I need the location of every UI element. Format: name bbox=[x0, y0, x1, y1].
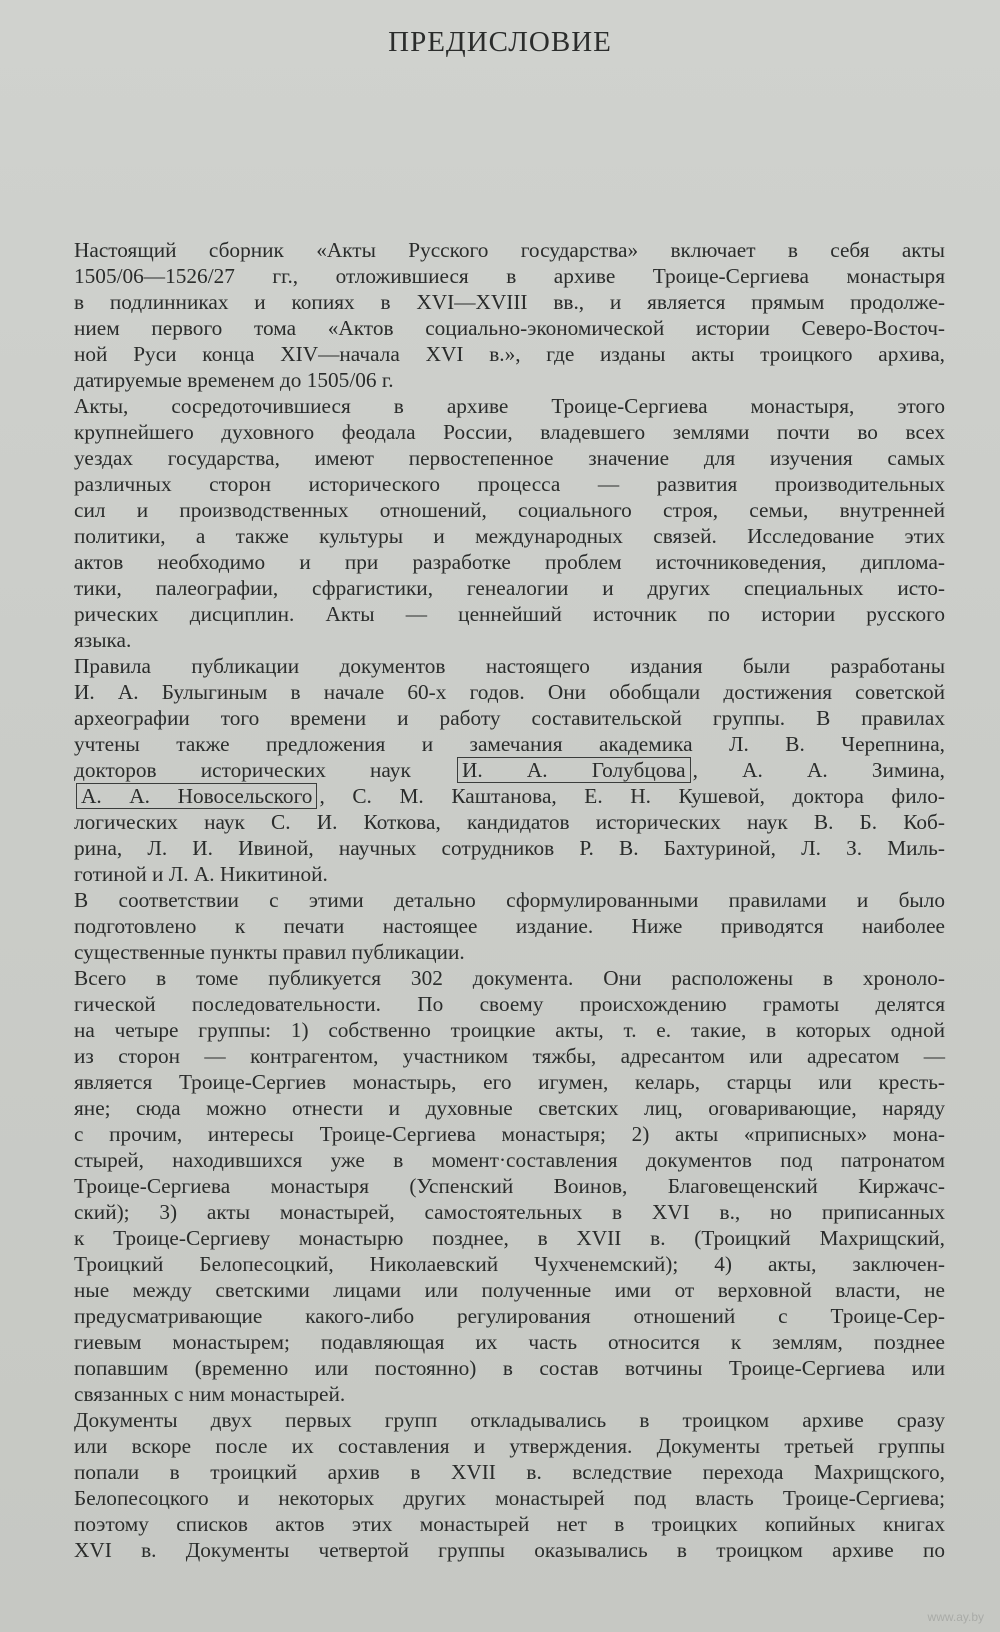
text-line: Троицкий Белопесоцкий, Николаевский Чухченемский); 4) акты, заключен- bbox=[74, 1252, 945, 1276]
text-line: датируемые временем до 1505/06 г. bbox=[74, 368, 394, 392]
text-line: крупнейшего духовного феодала России, владевшего землями почти во всех bbox=[74, 420, 945, 444]
boxed-name: И. А. Голубцова bbox=[457, 757, 691, 783]
text-line: И. А. Булыгиным в начале 60-х годов. Они обобщали достижения советской bbox=[74, 680, 945, 704]
text-line: на четыре группы: 1) собственно троицкие акты, т. е. такие, в которых одной bbox=[74, 1018, 945, 1042]
text-line: тики, палеографии, сфрагистики, генеалогии и других специальных исто- bbox=[74, 576, 945, 600]
text-line: логических наук С. И. Коткова, кандидатов исторических наук В. Б. Коб- bbox=[74, 810, 945, 834]
paragraph-4 bbox=[31, 887, 945, 965]
text-line: XVI в. Документы четвертой группы оказывались в троицком архиве по bbox=[74, 1538, 945, 1562]
text-line: готиной и Л. А. Никитиной. bbox=[74, 862, 328, 886]
text-line: к Троице-Сергиеву монастырю позднее, в XVII в. (Троицкий Махрищский, bbox=[74, 1226, 945, 1250]
text-line: подготовлено к печати настоящее издание. Ниже приводятся наиболее bbox=[74, 914, 945, 938]
text-line: ной Руси конца XIV—начала XVI в.», где изданы акты троицкого архива, bbox=[74, 342, 945, 366]
text-line: политики, а также культуры и международных связей. Исследование этих bbox=[74, 524, 945, 548]
page-title: ПРЕДИСЛОВИЕ bbox=[388, 26, 612, 58]
text-line: учтены также предложения и замечания академика Л. В. Черепнина, bbox=[74, 732, 945, 756]
text-segment: , А. А. Зимина, bbox=[692, 758, 945, 782]
text-line: или вскоре после их составления и утверждения. Документы третьей группы bbox=[74, 1434, 945, 1458]
text-line: Настоящий сборник «Акты Русского государства» включает в себя акты bbox=[74, 238, 945, 262]
paragraph-3 bbox=[31, 653, 945, 887]
text-line: археографии того времени и работу составительской группы. В правилах bbox=[74, 706, 945, 730]
text-line: с прочим, интересы Троице-Сергиева монастыря; 2) акты «приписных» мона- bbox=[74, 1122, 945, 1146]
text-line: 1505/06—1526/27 гг., отложившиеся в архиве Троице-Сергиева монастыря bbox=[74, 264, 945, 288]
text-line: стырей, находившихся уже в момент·составления документов под патронатом bbox=[74, 1148, 945, 1172]
page-body bbox=[31, 237, 945, 1563]
text-line: связанных с ним монастырей. bbox=[74, 1382, 346, 1406]
text-line: рина, Л. И. Ивиной, научных сотрудников Р. В. Бахтуриной, Л. З. Миль- bbox=[74, 836, 945, 860]
text-line-with-boxed-name bbox=[31, 783, 945, 809]
text-line: попали в троицкий архив в XVII в. вследствие перехода Махрищского, bbox=[74, 1460, 945, 1484]
text-line: рических дисциплин. Акты — ценнейший источник по истории русского bbox=[74, 602, 945, 626]
paragraph-1 bbox=[31, 237, 945, 393]
text-line: гической последовательности. По своему происхождению грамоты делятся bbox=[74, 992, 945, 1016]
text-line: в подлинниках и копиях в XVI—XVIII вв., и является прямым продолже- bbox=[74, 290, 945, 314]
text-line: предусматривающие какого-либо регулирования отношений с Троице-Сер- bbox=[74, 1304, 945, 1328]
text-line: актов необходимо и при разработке проблем источниковедения, диплома- bbox=[74, 550, 945, 574]
text-line: Троице-Сергиева монастыря (Успенский Воинов, Благовещенский Киржачс- bbox=[74, 1174, 945, 1198]
text-line: Акты, сосредоточившиеся в архиве Троице-Сергиева монастыря, этого bbox=[74, 394, 945, 418]
text-line: различных сторон исторического процесса — развития производительных bbox=[74, 472, 945, 496]
text-line: нием первого тома «Актов социально-экономической истории Северо-Восточ- bbox=[74, 316, 945, 340]
watermark: www.ay.by bbox=[927, 1610, 984, 1624]
text-line: Правила публикации документов настоящего издания были разработаны bbox=[74, 654, 945, 678]
text-segment: докторов исторических наук bbox=[74, 758, 411, 782]
text-line: В соответствии с этими детально сформулированными правилами и было bbox=[74, 888, 945, 912]
paragraph-5 bbox=[31, 965, 945, 1407]
text-line: Всего в томе публикуется 302 документа. Они расположены в хроноло- bbox=[74, 966, 945, 990]
text-segment: , С. М. Каштанова, Е. Н. Кушевой, доктора фило- bbox=[319, 784, 945, 808]
boxed-name: А. А. Новосельского bbox=[76, 783, 317, 809]
text-line: Документы двух первых групп откладывались в троицком архиве сразу bbox=[74, 1408, 945, 1432]
text-line: языка. bbox=[74, 628, 132, 652]
text-line: гиевым монастырем; подавляющая их часть относится к землям, позднее bbox=[74, 1330, 945, 1354]
text-line: попавшим (временно или постоянно) в состав вотчины Троице-Сергиева или bbox=[74, 1356, 945, 1380]
text-line: ский); 3) акты монастырей, самостоятельных в XVI в., но приписанных bbox=[74, 1200, 945, 1224]
text-line: сил и производственных отношений, социального строя, семьи, внутренней bbox=[74, 498, 945, 522]
text-line: Белопесоцкого и некоторых других монастырей под власть Троице-Сергиева; bbox=[74, 1486, 945, 1510]
text-line: из сторон — контрагентом, участником тяжбы, адресантом или адресатом — bbox=[74, 1044, 945, 1068]
paragraph-2 bbox=[31, 393, 945, 653]
text-line: яне; сюда можно отнести и духовные светских лиц, оговаривающие, наряду bbox=[74, 1096, 945, 1120]
text-line: поэтому списков актов этих монастырей нет в троицких копийных книгах bbox=[74, 1512, 945, 1536]
text-line: существенные пункты правил публикации. bbox=[74, 940, 465, 964]
text-line: ные между светскими лицами или полученные ими от верховной власти, не bbox=[74, 1278, 945, 1302]
text-line: является Троице-Сергиев монастырь, его игумен, келарь, старцы или кресть- bbox=[74, 1070, 945, 1094]
paragraph-6 bbox=[31, 1407, 945, 1563]
text-line: уездах государства, имеют первостепенное значение для изучения самых bbox=[74, 446, 945, 470]
text-line-with-boxed-name bbox=[31, 757, 945, 783]
